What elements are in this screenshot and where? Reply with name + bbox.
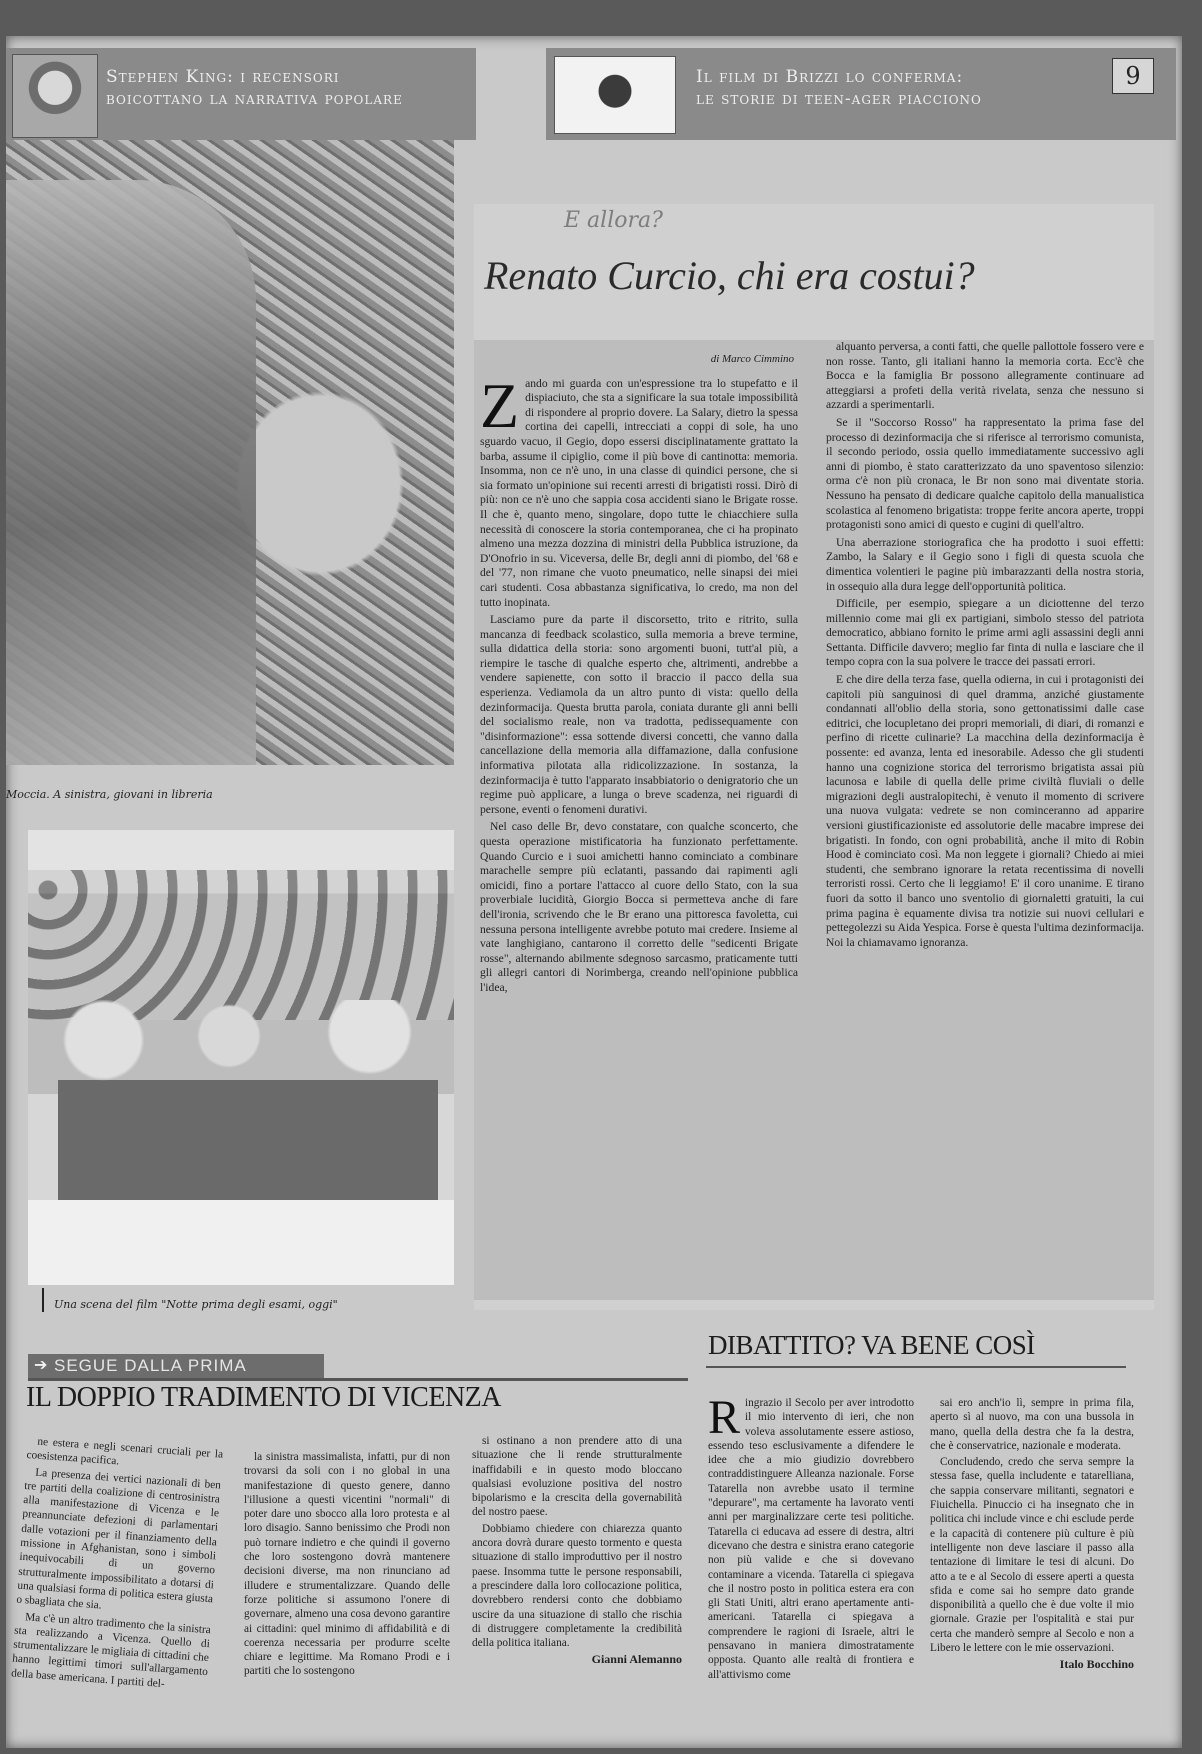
bottom-p3: Ma c'è un altro tradimento che la sinistra sta realizzando a Vicenza. Quello di strumentalizzare le migliaia di cittadini che hanno legittimi timori sull'allargamento della base americana. I partiti del- [10,1610,212,1690]
main-article-p7: Difficile, per esempio, spiegare a un diciottenne del terzo millennio come mai gli ex partigiani, simbolo stesso del patriota democratico, abbiano fornito le prime armi agli assassini degli anni Settanta. Difficile davvero; meglio far finta di nulla e lasciare che il tempo copra con la sua polvere le tracce dei passati errori. [826,597,1144,669]
header-right-kicker-line2: le storie di teen-ager piacciono [696,89,982,109]
bottom-p6: Dobbiamo chiedere con chiarezza quanto ancora dovrà durare questo tormento e questa situazione di stallo improduttivo per il nostro paese. Insomma tutte le persone responsabili, a prescindere dalla loro collocazione politica, dovrebbero rendersi conto che dobbiamo uscire da una situazione di stallo che rischia di distruggere completamente la credibilità della politica italiana. [472,1522,682,1650]
dropcap-z: Z [480,369,520,441]
side-p1: Ringrazio il Secolo per aver introdotto il mio intervento di ieri, che non voleva assolutamente essere astioso, essendo teso esclusivamente a difendere le idee che a mio giudizio dovrebbero contraddistinguere Alleanza nazionale. Forse Tatarella non avrebbe usato il termine "depurare", ma certamente ha lavorato venti anni per marginalizzare certe tesi politiche. Tatarella ci educava ad essere di destra, altri dicevano che destra e sinistra erano categorie non più valide e che si dovevano contaminare a vicenda. Tatarella ci spiegava che il nostro posto in politica estera era con gli Stati Uniti, altri erano apertamente anti-americani. Tatarella ci spiegava a comprendere le ragioni di Israele, altri le pensavano in maniera dimostratamente opposta. Quanto alle realtà di frontiera e all'attivismo come [708,1391,914,1681]
main-article-head [484,204,1134,334]
segue-dalla-prima-tag: ➔ SEGUE DALLA PRIMA [28,1354,324,1378]
header-right-band [546,48,1176,140]
bottom-p5: si ostinano a non prendere atto di una situazione che li rende strutturalmente inaffidabili e in questo modo bloccano qualsiasi evoluzione positiva del nostro bipolarismo e la crescita della governabilità del nostro paese. [472,1435,682,1519]
side-article-signature: Italo Bocchino [1059,1657,1134,1672]
main-article-col2 [826,340,1144,953]
photo-classroom-crowd [28,870,454,1020]
header-left-kicker [106,66,466,110]
header-left-kicker-line1: Stephen King: i recensori [106,67,340,87]
header-left-kicker-line2: boicottano la narrativa popolare [106,89,403,109]
side-article-title: DIBATTITO? VA BENE COSÌ [708,1330,1035,1360]
bottom-article-col1 [11,1434,224,1696]
photo-couple-figure [6,180,256,765]
bottom-article-col2 [244,1450,450,1681]
header-right-kicker-line1: Il film di Brizzi lo conferma: [696,67,964,87]
main-article-p5: Se il "Soccorso Rosso" ha rappresentato la prima fase del processo di dezinformacija che si riferisce al terrorismo comunista, il secondo periodo, ossia quello immediatamente successivo agli anni di piombo, è stato caratterizzato da uno spaventoso silenzio: orma c'è non più cronaca, le Br non sono mai diventate storia. Nessuno ha pensato di dedicare qualche capitolo della manualistica scolastica al fenomeno brigatista: troppe ferite ancora aperte, troppi protagonisti sono amici di questo e cugini di quell'altro. [826,415,1144,532]
side-article-col2 [930,1396,1134,1672]
side-article-rule [706,1366,1126,1368]
main-article-kicker: E allora? [564,208,663,233]
bottom-p1: ne estera e negli scenari cruciali per la coesistenza pacifica. [26,1435,224,1468]
stephen-king-portrait [12,54,98,138]
photo-love-locks [6,140,454,765]
side-article-col1 [708,1391,914,1684]
header-left-band [6,48,476,140]
main-article-byline: di Marco Cimmino [710,353,794,365]
photo-actors [58,1000,438,1200]
main-article-p4: alquanto perversa, a conti fatti, che quelle pallottole fossero vere e non rosse. Tanto, gli italiani hanno la memoria corta. Ecc'è che Bocca e la famiglia Br possono allegramente continuare ad atteggiarsi a profeti della verità rivelata, senza che nessuno si azzardi a sperimentarli. [826,340,1144,412]
photo2-caption: Una scena del film "Notte prima degli esami, oggi" [54,1298,454,1311]
main-article-p3: Nel caso delle Br, devo constatare, con qualche sconcerto, che questa operazione mistificatoria ha funzionato perfettamente. Quando Curcio e i suoi amichetti hanno cominciato a combinare marachelle sempre più eclatanti, passando dai rapimenti agli omicidi, fino a portare l'attacco al cuore dello Stato, con la sua proverbiale lucidità, Giorgio Bocca si permetteva anche di fare dell'ironia, scrivendo che le Br erano una pittoresca favoletta, cui nessuna persona intelligente avrebbe potuto mai credere. Insieme al vate langhigiano, cantarono il corretto delle "sedicenti Brigate rosse", alternando abilmente sdegnoso sarcasmo, praticamente tutti gli allegri cantori di Norimberga, creando nell'opinione pubblica l'idea, [480,820,798,994]
bottom-article-title: IL DOPPIO TRADIMENTO DI VICENZA [26,1382,502,1413]
main-article-p2: Lasciamo pure da parte il discorsetto, trito e ritrito, sulla mancanza di feedback scolastico, sulla memoria a breve termine, sulla didattica della storia: sono argomenti buoni, tutt'al più, a riempire le tasche di qualche esperto che, altrimenti, andrebbe a vendere sapienette, con sotto il braccio il pacco della sua esperienza. Vediamola da un altro punto di vista: quello della dezinformacija. Questa brutta parola, coniata durante gli anni belli del socialismo reale, non va tradotta, pedissequamente con "disinformazione": essa sottende diversi concetti, che vanno dalla cancellazione della memoria alla diffamazione, dalla confusione informativa pilotata alla ridicolizzazione. In sostanza, la dezinformacija è tutto l'apparato insabbiatorio o denigratorio che un regime può applicare, a lunga o breve scadenza, nei riguardi di persone, eventi o fenomeni durativi. [480,613,798,816]
bottom-article-signature: Gianni Alemanno [591,1652,682,1667]
header-right-kicker [696,66,1096,110]
bottom-article-col3 [472,1434,682,1667]
photo-film-scene [28,830,454,1285]
main-article-title: Renato Curcio, chi era costui? [484,253,975,298]
bottom-p2: La presenza dei vertici nazionali di ben tre partiti della coalizione di centrosinistra alla manifestazione di Vicenza e le preannunciate defezioni di parlamentari dalle votazioni per il finanziamento della missione in Afghanistan, sono i simboli inequivocabili di un governo strutturalmente impossibilitato a dotarsi di una qualsiasi forma di politica estera giusta o sbagliata che sia. [15,1466,222,1612]
main-article-p8: E che dire della terza fase, quella odierna, in cui i protagonisti dei capitoli più sanguinosi di quel dramma, anziché giustamente condannati all'oblio della storia, sono gettonatissimi dalle case editrici, che locupletano dei propri memoriali, di diari, di romanzi e perfino di ricette culinarie? La macchina della dezinformacija è possente: ed avanza, lenta ed inesorabile. Adesso che gli studenti hanno una cognizione storica del terrorismo brigatista assai più lacunosa e labile di quella delle prime civiltà fluviali o delle migrazioni degli australopitechi, è venuto il momento di scrivere una nuova vulgata: vedrete se non cominceranno ad apparire versioni giustificazioniste ed assolutorie delle macabre imprese dei brigatisti. In fondo, con ogni probabilità, anche il mito di Robin Hood è cominciato così. Ma non leggete i giornali? Chiedo ai miei studenti, che sembrano ignorare la retata recentissima di novelli terroristi rossi. Certo che li leggiamo! E' il coro unanime. E tirano fuori da sotto il banco uno sventolio di giornaletti gratuiti, la cui prima pagina è equamente divisa tra notizie sui nuovi cellulari e pettegolezzi su Aida Yespica. Forse è questa l'ultima dezinformacija. Noi la chiamavamo ignoranza. [826,673,1144,949]
page-number: 9 [1112,58,1154,94]
side-p2: sai ero anch'io lì, sempre in prima fila, aperto sì al nuovo, ma con una bussola in mano, quella della destra che fa la destra, che è conservatrice, nazionale e moderata. [930,1397,1134,1452]
main-article-col1 [480,352,798,999]
main-article-p1: Zando mi guarda con un'espressione tra lo stupefatto e il dispiaciuto, che sta a significare la sua totale impossibilità di rispondere al proprio dovere. La Salary, dietro la spessa cortina dei capelli, intrecciati a coppi di sole, ha uno sguardo vacuo, il Gegio, dopo essersi disciplinatamente grattato la barba, assume il cipiglio, come il più bove di cantinotta: memoria. Insomma, non ce n'è uno, in una classe di quindici persone, che si sia formato un'opinione sui recenti arresti di brigatisti rossi. Dirò di più: non ce n'è uno che sappia cosa accidenti siano le Brigate rosse. Il che è, quanto meno, singolare, dopo tutte le chiacchiere sulla necessità di conoscere la storia contemporanea, che ci ha propinato almeno una mezza dozzina di ministri della Pubblica istruzione, da D'Onofrio in su. Viceversa, delle Br, degli anni di piombo, del '68 e del '77, non rimane che vuoto pneumatico, nelle sinapsi dei miei cari studenti. Cosa abbastanza significativa, lo credo, ma non del tutto inopinata. [480,369,798,609]
main-article-body [474,340,1154,1300]
photo1-caption: Moccia. A sinistra, giovani in libreria [6,788,213,801]
segue-rule [28,1378,688,1381]
dropcap-r: R [708,1391,741,1444]
brizzi-portrait [554,56,676,134]
photo-desk [28,1200,454,1285]
bottom-p4: la sinistra massimalista, infatti, pur di non trovarsi da soli con i no global in una manifestazione di questo genere, danno l'illusione a questi vicentini "normali" di poter dare uno sbocco alla loro protesta e al loro disagio. Sanno benissimo che Prodi non può tornare indietro e che quindi il governo che loro sostengono dovrà mantenere decisioni diverse, ma non rinunciano ad illudere e strumentalizzare. Quando delle forze politiche si assumono l'onere di governare, almeno una cosa devono garantire ai cittadini: quel minimo di affidabilità e di coerenza necessaria per produrre scelte chiare e legittime. Ma Romano Prodi e i partiti che lo sostengono [244,1451,450,1678]
main-article-p6: Una aberrazione storiografica che ha prodotto i suoi effetti: Zambo, la Salary e il Gegio sono i figli di questa scuola che dimentica volentieri le pagine più imbarazzanti della nostra storia, in ossequio alla dura legge dell'opportunità politica. [826,535,1144,593]
newspaper-page [6,36,1182,1748]
side-p3: Concludendo, credo che serva sempre la stessa fase, quella includente e tatarelliana, che sappia conservare militanti, segnatori e Fiuichella. Pinuccio ci ha insegnato che in politica chi include vince e chi esclude perde e la capacità di contenere più culture è più intelligente non deve lasciare il passo alla tentazione di limitare le tesi di alcuni. Do atto a te e al Secolo di essere aperti a questa sfida e come sai ho sempre dato grande disponibilità a quello che è due volte il mio giornale. Grazie per l'ospitalità e stai pur certa che manderò sempre al Secolo e non a Libero le lettere con le mie osservazioni. [930,1456,1134,1655]
